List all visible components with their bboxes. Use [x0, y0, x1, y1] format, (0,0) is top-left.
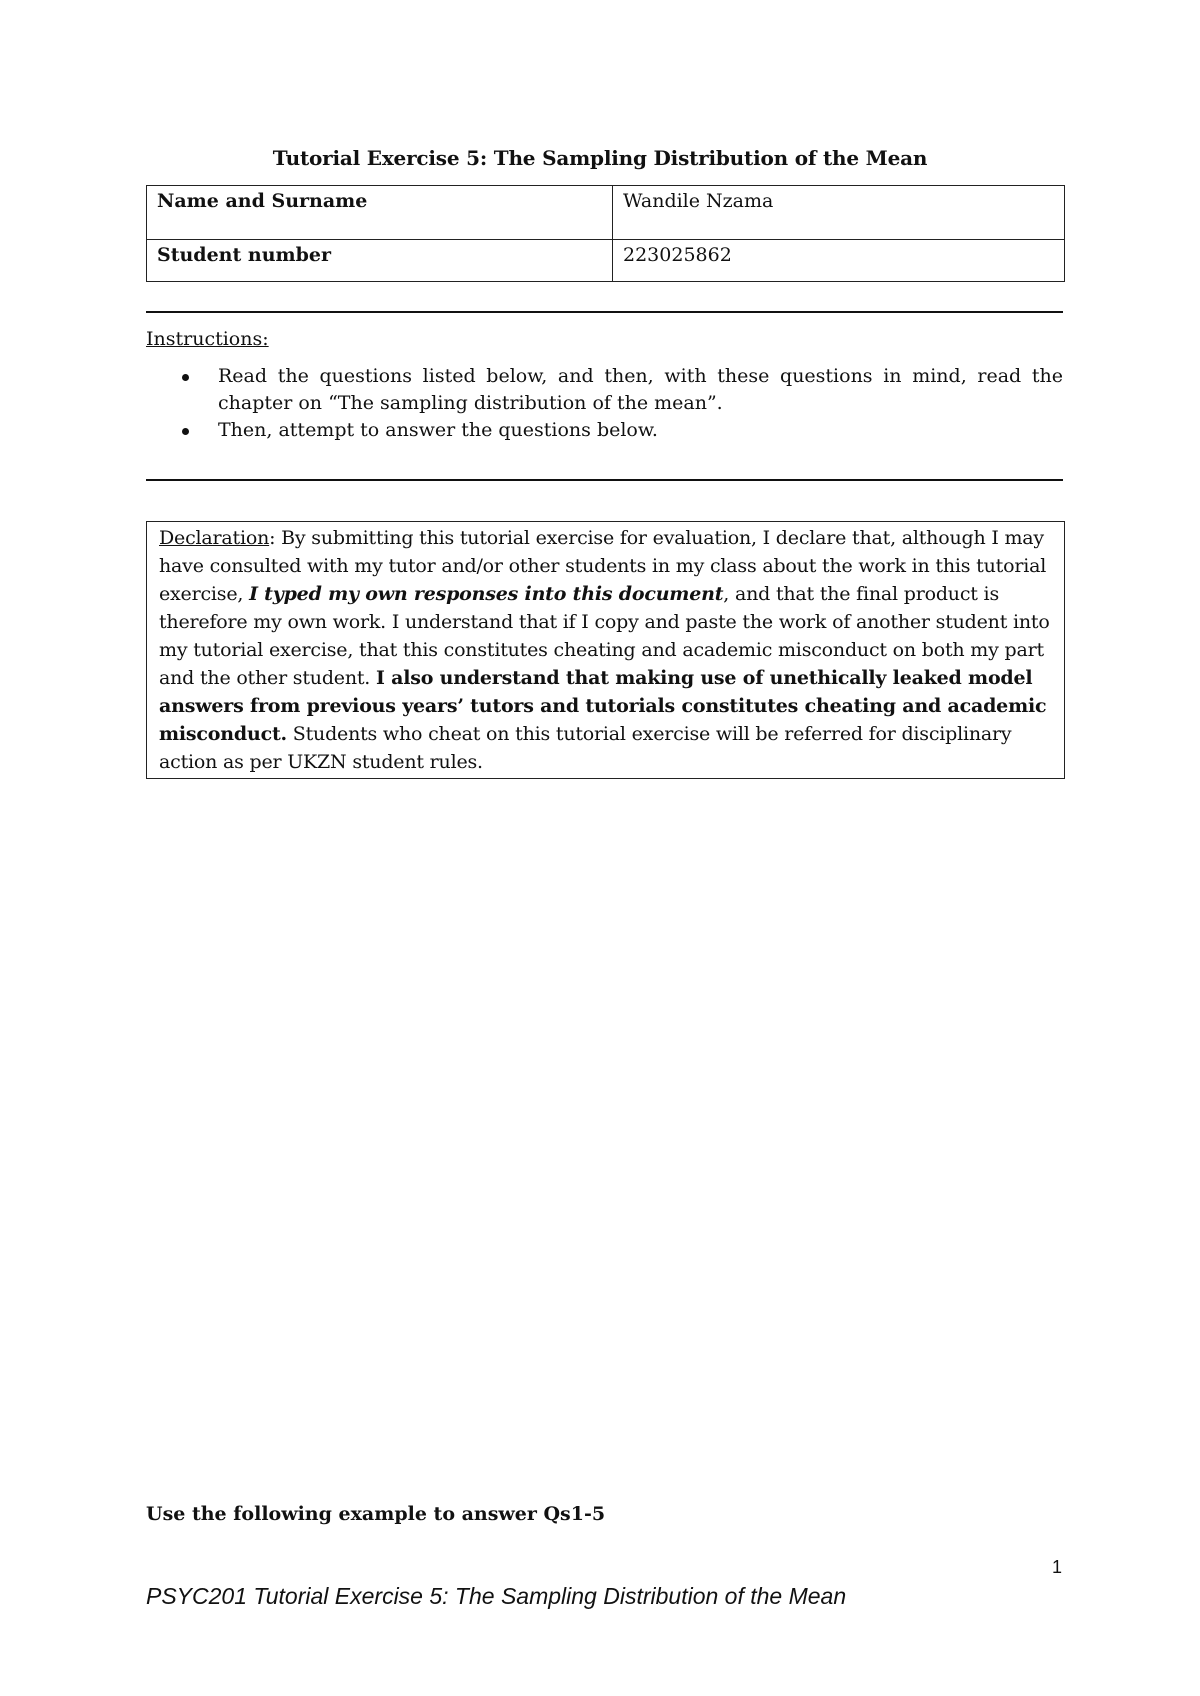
instructions-heading: Instructions:: [146, 328, 269, 350]
list-item: [146, 363, 1063, 417]
divider-bottom: [146, 479, 1063, 481]
declaration-emphasis: I typed my own responses into this document: [249, 583, 724, 605]
declaration-text: Students who cheat on this tutorial exercise will be referred for disciplinary action as per UKZN student rules.: [159, 723, 1012, 773]
bullet-icon: [182, 428, 189, 435]
name-label: Name and Surname: [147, 186, 613, 240]
table-row: [147, 240, 1065, 282]
bullet-icon: [182, 374, 189, 381]
declaration-bold: I also understand that making use of unethically leaked model answers from previous years’ tutors and tutorials constitutes cheating and academic misconduct.: [159, 667, 1047, 745]
student-number-label: Student number: [147, 240, 613, 282]
declaration-label: Declaration: [159, 527, 270, 549]
student-info-table: [146, 185, 1065, 282]
instructions-list: [146, 363, 1063, 444]
name-value: Wandile Nzama: [613, 186, 1065, 240]
page-title: Tutorial Exercise 5: The Sampling Distribution of the Mean: [272, 146, 928, 170]
declaration-text: : By submitting this tutorial exercise for evaluation, I declare that, although I may have consulted with my tutor and/or other students in my class about the work in this tutorial exercise,: [159, 527, 1047, 605]
declaration-box: [146, 521, 1065, 779]
instruction-text: Then, attempt to answer the questions below.: [218, 419, 658, 441]
student-number-value: 223025862: [613, 240, 1065, 282]
declaration-text: , and that the final product is therefore my own work. I understand that if I copy and paste the work of another student into my tutorial exercise, that this constitutes cheating and academic misconduct on both my part and the other student.: [159, 583, 1050, 689]
page-number: 1: [1052, 1557, 1063, 1577]
divider-top: [146, 311, 1063, 313]
table-row: [147, 186, 1065, 240]
example-heading: Use the following example to answer Qs1-5: [146, 1503, 606, 1525]
list-item: [146, 417, 1063, 444]
page-footer: PSYC201 Tutorial Exercise 5: The Sampling Distribution of the Mean: [146, 1583, 847, 1609]
instruction-text: Read the questions listed below, and then, with these questions in mind, read the chapter on “The sampling distribution of the mean”.: [218, 365, 1063, 414]
